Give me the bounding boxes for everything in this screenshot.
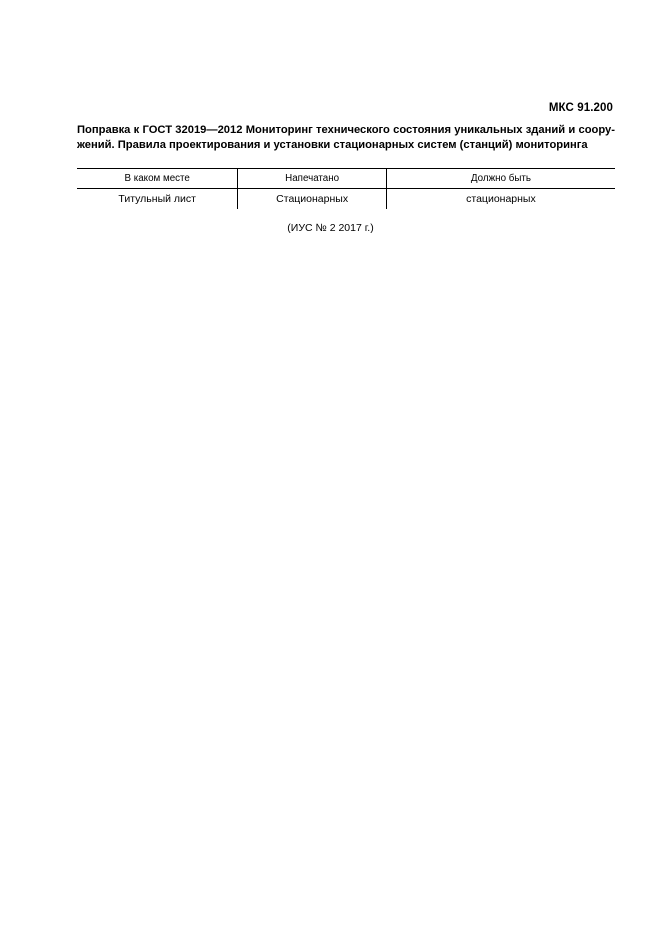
cell-location: Титульный лист [118,193,196,205]
header-should-be: Должно быть [386,169,615,189]
document-title [77,123,615,153]
title-line-1: Поправка к ГОСТ 32019—2012 Мониторинг технического состояния уникальных зданий и соору- [77,124,615,136]
title-line-2: жений. Правила проектирования и установки стационарных систем (станций) мониторинга [77,139,588,151]
header-printed: Напечатано [238,169,387,189]
correction-table [77,168,615,209]
table-header-row [77,169,615,189]
header-location: В каком месте [77,169,238,189]
cell-should-be: стационарных [386,189,615,210]
table-row [77,189,615,210]
classification-code: МКС 91.200 [548,102,613,114]
source-note: (ИУС № 2 2017 г.) [287,222,374,234]
cell-printed: Стационарных [238,189,387,210]
